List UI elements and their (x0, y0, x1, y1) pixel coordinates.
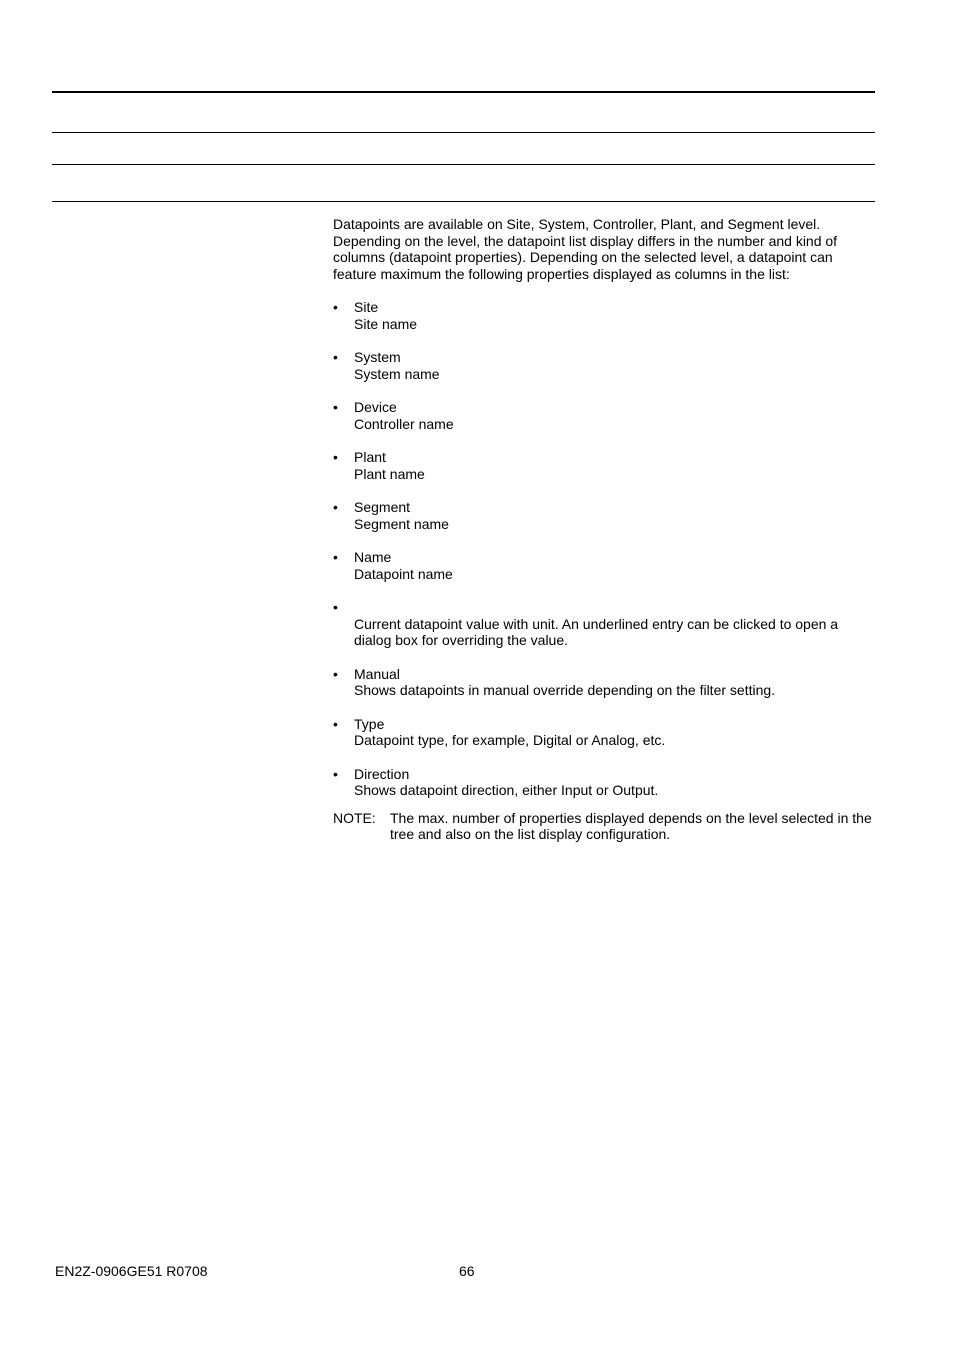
list-item-title: Manual (354, 665, 400, 682)
list-item-title (354, 599, 873, 616)
bullet-icon: • (333, 549, 338, 565)
header-rule-4 (52, 201, 875, 202)
bullet-icon: • (333, 349, 338, 365)
list-item-description: Segment name (354, 515, 449, 532)
list-item-description: Shows datapoints in manual override depending on the filter setting. (354, 682, 776, 698)
footer-document-code: EN2Z-0906GE51 R0708 (55, 1263, 208, 1279)
header-rule-top (52, 91, 875, 93)
list-item-title: Direction (354, 765, 410, 782)
list-item-title: Name (354, 549, 392, 565)
list-item-title: Plant (354, 449, 386, 465)
list-item-title: Device (354, 399, 397, 415)
list-item (333, 666, 873, 699)
note-text: The max. number of properties displayed depends on the level selected in the tree and also on the list display configuration. (390, 809, 872, 842)
list-item-title: Type (354, 715, 385, 732)
bullet-icon: • (333, 665, 338, 682)
header-rule-3 (52, 164, 875, 165)
list-item (333, 399, 873, 432)
list-item-title: Site (354, 299, 379, 315)
list-item-description: Datapoint name (354, 565, 453, 582)
bullet-icon: • (333, 599, 338, 615)
bullet-icon: • (333, 499, 338, 515)
list-item (333, 716, 873, 749)
list-item-description: Site name (354, 315, 418, 332)
intro-paragraph: Datapoints are available on Site, System, Controller, Plant, and Segment level. Depending on the level, the datapoint list display differs in the number and kind of columns (datapoint properties). Depending on the selected level, a datapoint can feature maximum the following properties displayed as columns in the list: (333, 216, 838, 282)
list-item-description: Controller name (354, 415, 454, 432)
bullet-icon: • (333, 765, 338, 782)
list-item-description: Shows datapoint direction, either Input or Output. (354, 782, 659, 798)
footer-page-number: 66 (459, 1263, 475, 1279)
list-item-title: System (354, 349, 401, 365)
bullet-icon: • (333, 449, 338, 465)
list-item-description: Datapoint type, for example, Digital or Analog, etc. (354, 732, 666, 748)
property-list (333, 299, 873, 799)
list-item-description: System name (354, 365, 440, 382)
bullet-icon: • (333, 299, 338, 315)
bullet-icon: • (333, 399, 338, 415)
list-item (333, 599, 873, 649)
list-item (333, 349, 873, 382)
list-item (333, 299, 873, 332)
note-label: NOTE: (333, 809, 376, 826)
list-item (333, 549, 873, 582)
list-item-title: Segment (354, 499, 411, 515)
list-item-description: Plant name (354, 465, 425, 482)
header-rule-2 (52, 132, 875, 133)
list-item (333, 766, 873, 799)
list-item (333, 499, 873, 532)
main-content (333, 216, 873, 843)
list-item-description: Current datapoint value with unit. An underlined entry can be clicked to open a dialog box for overriding the value. (354, 615, 839, 648)
list-item (333, 449, 873, 482)
note-block (333, 810, 873, 843)
bullet-icon: • (333, 715, 338, 732)
